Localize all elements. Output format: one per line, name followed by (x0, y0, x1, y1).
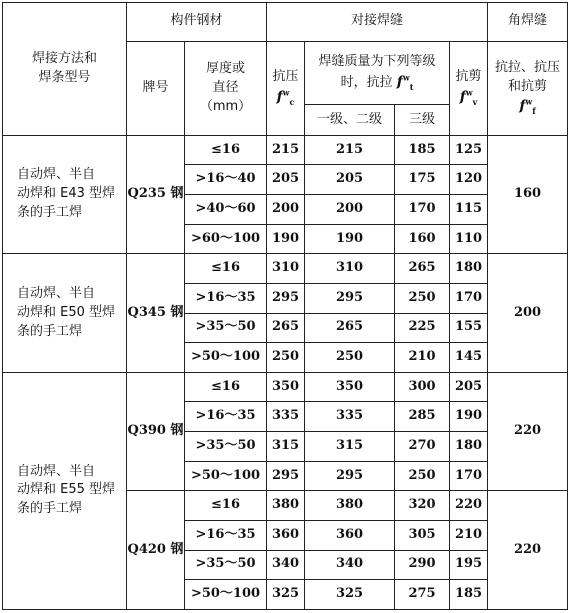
thickness-cell (185, 491, 267, 521)
shear-cell-value: 220 (454, 497, 483, 513)
compress-cell (267, 461, 305, 491)
tension-level12-cell (305, 254, 395, 284)
table-row (3, 254, 568, 284)
grade-cell (127, 135, 185, 254)
compress-cell-value: 295 (271, 467, 300, 483)
tension-level3-cell-value: 210 (408, 349, 436, 365)
tension-level12-cell-value: 325 (335, 586, 364, 602)
thickness-cell-value: >50～100 (190, 586, 261, 602)
tension-symbol-sup: w (402, 72, 410, 83)
fillet-cell-value: 200 (513, 304, 542, 320)
grade-cell-value: Q420 钢 (127, 541, 184, 557)
thickness-cell (185, 550, 267, 580)
shear-cell-value: 180 (454, 260, 483, 276)
compress-cell-value: 335 (271, 408, 300, 424)
thickness-cell (185, 520, 267, 550)
compress-cell (267, 372, 305, 402)
tension-level3-cell (395, 402, 450, 432)
thickness-cell-value: ≤16 (211, 260, 240, 276)
tension-symbol-base: f (396, 73, 403, 90)
compress-cell-value: 315 (271, 437, 300, 453)
compress-cell (267, 432, 305, 462)
tension-level3-cell (395, 580, 450, 610)
shear-cell-value: 185 (454, 586, 483, 602)
thickness-cell (185, 343, 267, 373)
compress-header (267, 41, 305, 135)
tension-level12-cell (305, 283, 395, 313)
thickness-cell (185, 254, 267, 284)
fillet-weld-header (488, 3, 568, 42)
shear-symbol (460, 89, 478, 105)
method-cell-value: 自动焊、半自 动焊和 E50 型焊 条的手工焊 (17, 285, 116, 339)
tension-level12-cell-value: 335 (335, 408, 364, 424)
shear-cell-value: 115 (454, 200, 483, 216)
compress-symbol-sup: w (282, 87, 290, 98)
tension-level12-cell (305, 432, 395, 462)
compress-cell (267, 224, 305, 254)
compress-cell-value: 215 (271, 141, 300, 157)
thickness-cell-value: >16～35 (195, 526, 256, 542)
shear-cell (450, 432, 488, 462)
tension-level12-cell (305, 402, 395, 432)
shear-cell-value: 170 (454, 289, 483, 305)
shear-cell-value: 145 (454, 349, 483, 365)
tension-level3-cell-value: 225 (408, 319, 436, 335)
butt-weld-header (267, 3, 488, 42)
tension-level3-cell-value: 320 (408, 497, 436, 513)
fillet-cell-value: 160 (513, 186, 542, 202)
tension-level12-cell-value: 350 (335, 378, 364, 394)
compress-cell-value: 190 (271, 230, 300, 246)
thickness-cell-value: >16～35 (195, 408, 256, 424)
shear-cell (450, 491, 488, 521)
shear-symbol-base: f (459, 89, 466, 106)
thickness-cell-value: >50～100 (190, 349, 261, 365)
compress-cell-value: 205 (271, 171, 300, 187)
shear-cell-value: 155 (454, 319, 483, 335)
tension-level3-cell-value: 300 (408, 378, 436, 394)
tension-level3-cell-value: 290 (408, 556, 436, 572)
fillet-cell (488, 491, 568, 610)
shear-cell (450, 520, 488, 550)
method-cell (3, 135, 127, 254)
shear-cell (450, 372, 488, 402)
tension-level3-cell (395, 550, 450, 580)
level-3-header (395, 105, 450, 136)
steel-header (127, 3, 267, 42)
tension-level12-cell (305, 195, 395, 225)
level-12-header (305, 105, 395, 136)
fillet-cell (488, 135, 568, 254)
shear-cell-value: 210 (454, 526, 483, 542)
tension-symbol (397, 74, 414, 90)
compress-cell-value: 250 (271, 349, 300, 365)
level-12-label: 一级、二级 (317, 111, 383, 127)
tension-level3-cell-value: 175 (408, 171, 436, 187)
thickness-cell-value: >16～35 (195, 289, 256, 305)
tension-level12-cell (305, 520, 395, 550)
tension-level12-cell-value: 310 (335, 260, 364, 276)
tension-level12-cell-value: 190 (335, 230, 364, 246)
tension-level3-cell (395, 491, 450, 521)
compress-cell (267, 254, 305, 284)
shear-cell (450, 283, 488, 313)
fillet-cell (488, 254, 568, 373)
fillet-cell-value: 220 (513, 541, 542, 557)
table-row (3, 135, 568, 165)
tension-level12-cell-value: 200 (335, 200, 364, 216)
tension-level3-cell-value: 185 (408, 141, 436, 157)
fillet-cell (488, 372, 568, 491)
tension-level3-cell (395, 254, 450, 284)
tension-level3-cell-value: 275 (408, 586, 436, 602)
tension-level3-cell-value: 305 (408, 526, 436, 542)
steel-header-label: 构件钢材 (170, 13, 223, 29)
method-cell-value: 自动焊、半自 动焊和 E55 型焊 条的手工焊 (17, 463, 116, 517)
fillet-cell-value: 220 (513, 423, 542, 439)
tension-level12-cell (305, 343, 395, 373)
thickness-cell (185, 313, 267, 343)
grade-cell (127, 254, 185, 373)
shear-cell (450, 580, 488, 610)
tension-level3-cell-value: 270 (408, 437, 436, 453)
shear-cell-value: 170 (454, 467, 483, 483)
tension-header (305, 41, 450, 104)
tension-symbol-sub: t (409, 81, 414, 92)
method-cell (3, 372, 127, 609)
compress-cell (267, 135, 305, 165)
compress-header-label: 抗压 (272, 69, 299, 85)
thickness-cell (185, 580, 267, 610)
weld-strength-table (2, 2, 568, 610)
thickness-cell (185, 283, 267, 313)
thickness-cell-value: ≤16 (211, 378, 240, 394)
tension-level12-cell (305, 491, 395, 521)
tension-level3-cell (395, 195, 450, 225)
method-cell-value: 自动焊、半自 动焊和 E43 型焊 条的手工焊 (17, 167, 116, 220)
shear-cell-value: 180 (454, 437, 483, 453)
compress-symbol-sub: c (289, 96, 295, 107)
tension-level12-cell (305, 580, 395, 610)
compress-cell-value: 350 (271, 378, 300, 394)
tension-level3-cell (395, 313, 450, 343)
tension-level3-cell-value: 285 (408, 408, 436, 424)
compress-symbol (277, 89, 295, 105)
tension-level12-cell-value: 380 (335, 497, 364, 513)
thickness-cell-value: >40～60 (195, 200, 256, 216)
tension-level3-cell-value: 160 (408, 230, 436, 246)
grade-cell-value: Q235 钢 (127, 186, 184, 202)
compress-cell (267, 343, 305, 373)
tension-level3-cell (395, 165, 450, 195)
fillet-symbol-sup: w (525, 96, 533, 107)
shear-cell (450, 195, 488, 225)
shear-cell (450, 224, 488, 254)
tension-header-label: 焊缝质量为下列等级 时，抗拉 (318, 53, 436, 90)
tension-level12-cell-value: 250 (335, 349, 364, 365)
thickness-cell (185, 402, 267, 432)
compress-symbol-base: f (276, 89, 283, 106)
grade-cell (127, 491, 185, 610)
compress-cell (267, 283, 305, 313)
thickness-cell (185, 224, 267, 254)
tension-level12-cell (305, 372, 395, 402)
tension-level3-cell (395, 283, 450, 313)
shear-cell-value: 125 (454, 141, 483, 157)
shear-cell (450, 135, 488, 165)
thickness-cell-value: >35～50 (195, 319, 256, 335)
compress-cell-value: 360 (271, 526, 300, 542)
butt-weld-header-label: 对接焊缝 (351, 13, 404, 29)
fillet-header (488, 41, 568, 135)
tension-level3-cell-value: 250 (408, 289, 436, 305)
shear-cell-value: 205 (454, 378, 483, 394)
tension-level12-cell-value: 340 (335, 556, 364, 572)
thickness-cell-value: >35～50 (195, 437, 256, 453)
shear-cell (450, 461, 488, 491)
tension-level3-cell-value: 250 (408, 467, 436, 483)
thickness-cell-value: >50～100 (190, 467, 261, 483)
shear-header (450, 41, 488, 135)
level-3-label: 三级 (409, 111, 436, 127)
tension-level3-cell (395, 343, 450, 373)
compress-cell (267, 491, 305, 521)
grade-cell (127, 372, 185, 491)
compress-cell (267, 520, 305, 550)
grade-cell-value: Q345 钢 (127, 304, 184, 320)
thickness-cell-value: >60～100 (190, 230, 261, 246)
fillet-weld-header-label: 角焊缝 (508, 13, 548, 29)
method-header (3, 3, 127, 136)
tension-level3-cell (395, 432, 450, 462)
thickness-cell-value: ≤16 (211, 497, 240, 513)
shear-cell (450, 550, 488, 580)
shear-cell-value: 120 (454, 171, 483, 187)
tension-level12-cell-value: 215 (335, 141, 364, 157)
tension-level3-cell (395, 224, 450, 254)
tension-level3-cell (395, 461, 450, 491)
tension-level12-cell-value: 265 (335, 319, 364, 335)
method-header-label: 焊接方法和 焊条型号 (31, 51, 97, 85)
shear-cell-value: 190 (454, 408, 483, 424)
fillet-symbol-sub: f (532, 106, 536, 117)
shear-cell (450, 254, 488, 284)
compress-cell (267, 195, 305, 225)
tension-level12-cell (305, 461, 395, 491)
compress-cell (267, 313, 305, 343)
shear-cell (450, 313, 488, 343)
shear-header-label: 抗剪 (455, 69, 482, 85)
shear-cell (450, 402, 488, 432)
thickness-cell (185, 432, 267, 462)
tension-level12-cell (305, 313, 395, 343)
grade-cell-value: Q390 钢 (127, 423, 184, 439)
compress-cell (267, 550, 305, 580)
tension-level3-cell (395, 135, 450, 165)
tension-level12-cell (305, 165, 395, 195)
fillet-symbol (519, 96, 536, 117)
thickness-header (185, 41, 267, 135)
thickness-cell (185, 165, 267, 195)
tension-level12-cell-value: 360 (335, 526, 364, 542)
shear-cell (450, 165, 488, 195)
tension-level12-cell-value: 205 (335, 171, 364, 187)
tension-level12-cell-value: 315 (335, 437, 364, 453)
thickness-cell-value: >16～40 (195, 171, 256, 187)
table-row (3, 372, 568, 402)
compress-cell-value: 200 (271, 200, 300, 216)
tension-level12-cell-value: 295 (335, 289, 364, 305)
grade-header (127, 41, 185, 135)
thickness-cell (185, 461, 267, 491)
compress-cell (267, 580, 305, 610)
shear-symbol-sub: v (472, 96, 478, 107)
compress-cell-value: 295 (271, 289, 300, 305)
compress-cell (267, 402, 305, 432)
tension-level12-cell (305, 224, 395, 254)
thickness-cell (185, 372, 267, 402)
compress-cell-value: 265 (271, 319, 300, 335)
fillet-header-label: 抗拉、抗压 和抗剪 (495, 59, 561, 94)
thickness-cell (185, 135, 267, 165)
compress-cell-value: 325 (271, 586, 300, 602)
tension-level3-cell-value: 170 (408, 200, 436, 216)
tension-level12-cell (305, 550, 395, 580)
tension-level12-cell-value: 295 (335, 467, 364, 483)
tension-level3-cell-value: 265 (408, 260, 436, 276)
shear-symbol-sup: w (465, 87, 473, 98)
fillet-symbol-base: f (519, 98, 526, 115)
shear-cell (450, 343, 488, 373)
compress-cell-value: 340 (271, 556, 300, 572)
compress-cell-value: 310 (271, 260, 300, 276)
thickness-cell-value: >35～50 (195, 556, 256, 572)
shear-cell-value: 110 (454, 230, 483, 246)
compress-cell (267, 165, 305, 195)
thickness-cell (185, 195, 267, 225)
shear-cell-value: 195 (454, 556, 483, 572)
tension-level3-cell (395, 520, 450, 550)
compress-cell-value: 380 (271, 497, 300, 513)
grade-header-label: 牌号 (142, 79, 169, 95)
tension-level12-cell (305, 135, 395, 165)
thickness-header-label: 厚度或 直径 （mm） (199, 61, 252, 114)
thickness-cell-value: ≤16 (211, 141, 240, 157)
method-cell (3, 254, 127, 373)
tension-level3-cell (395, 372, 450, 402)
